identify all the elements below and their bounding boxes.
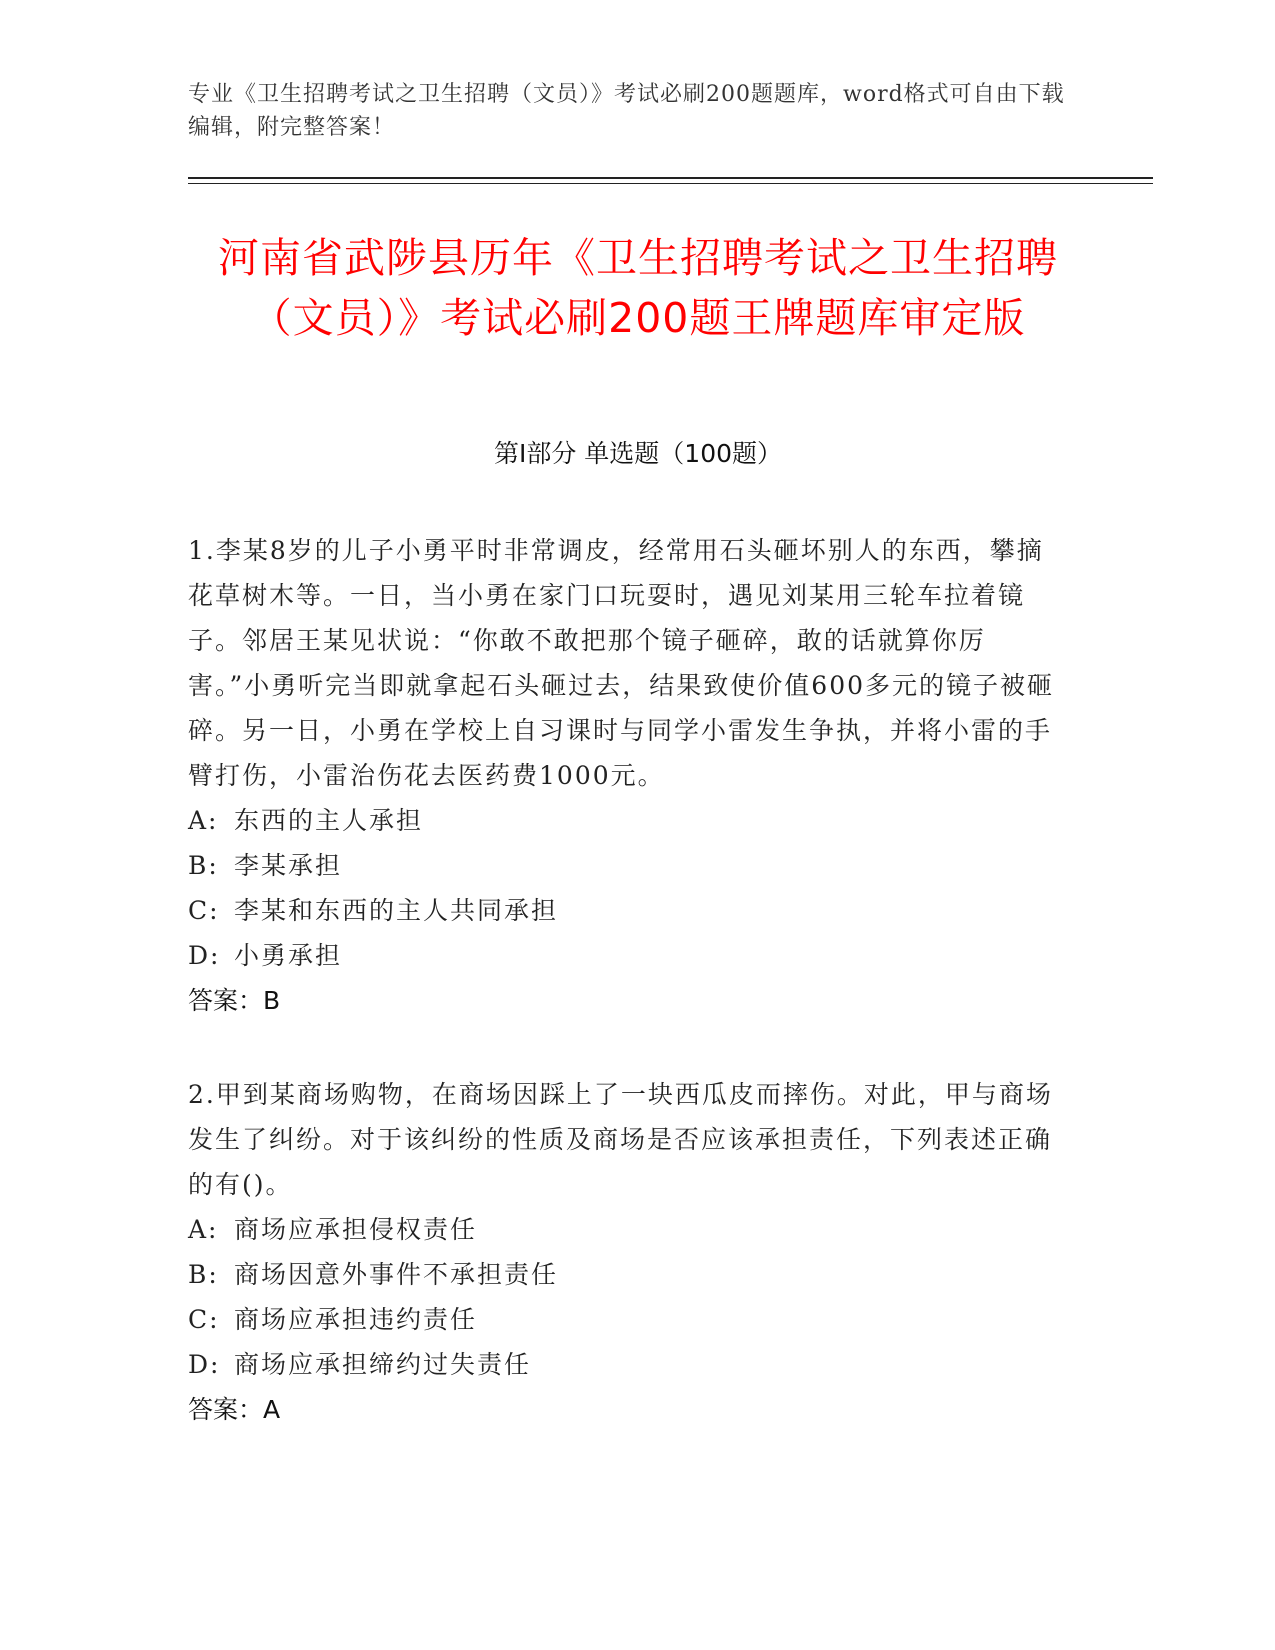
option-c [188, 888, 1068, 933]
option-d [188, 1342, 1068, 1387]
option-letter: D: [188, 941, 221, 970]
option-d [188, 933, 1068, 978]
option-letter: B: [188, 851, 219, 880]
question-stem: 1.李某8岁的儿子小勇平时非常调皮，经常用石头砸坏别人的东西，攀摘花草树木等。一日，当小勇在家门口玩耍时，遇见刘某用三轮车拉着镜子。邻居王某见状说：“你敢不敢把那个镜子砸碎，敢的话就算你厉害。”小勇听完当即就拿起石头砸过去，结果致使价值600多元的镜子被砸碎。另一日，小勇在学校上自习课时与同学小雷发生争执，并将小雷的手臂打伤，小雷治伤花去医药费1000元。 [188, 536, 1055, 790]
option-letter: A: [188, 806, 219, 835]
option-text: 李某和东西的主人共同承担 [234, 896, 559, 925]
answer-line: 答案：B [188, 986, 281, 1015]
option-a [188, 1207, 1068, 1252]
section-title: 第Ⅰ部分 单选题（100题） [493, 439, 783, 468]
option-text: 李某承担 [234, 851, 343, 880]
option-b [188, 1252, 1068, 1297]
question-stem: 2.甲到某商场购物，在商场因踩上了一块西瓜皮而摔伤。对此，甲与商场发生了纠纷。对于该纠纷的性质及商场是否应该承担责任，下列表述正确的有()。 [188, 1080, 1053, 1199]
header-divider-thin [188, 183, 1153, 184]
option-text: 商场应承担违约责任 [234, 1305, 478, 1334]
option-text: 小勇承担 [234, 941, 343, 970]
option-text: 商场应承担侵权责任 [234, 1215, 478, 1244]
option-letter: D: [188, 1350, 221, 1379]
option-letter: C: [188, 1305, 220, 1334]
option-b [188, 843, 1068, 888]
question-1 [188, 528, 1068, 1023]
document-title: 河南省武陟县历年《卫生招聘考试之卫生招聘（文员）》考试必刷200题王牌题库审定版 [218, 234, 1058, 342]
header-note: 专业《卫生招聘考试之卫生招聘（文员）》考试必刷200题题库，word格式可自由下载编辑，附完整答案！ [188, 82, 1065, 140]
option-letter: C: [188, 896, 220, 925]
option-letter: B: [188, 1260, 219, 1289]
header-divider-thick [188, 177, 1153, 179]
option-a [188, 798, 1068, 843]
option-text: 东西的主人承担 [234, 806, 424, 835]
option-text: 商场应承担缔约过失责任 [234, 1350, 532, 1379]
option-c [188, 1297, 1068, 1342]
answer-line: 答案：A [188, 1395, 281, 1424]
question-2 [188, 1072, 1068, 1432]
option-text: 商场因意外事件不承担责任 [234, 1260, 559, 1289]
option-letter: A: [188, 1215, 219, 1244]
